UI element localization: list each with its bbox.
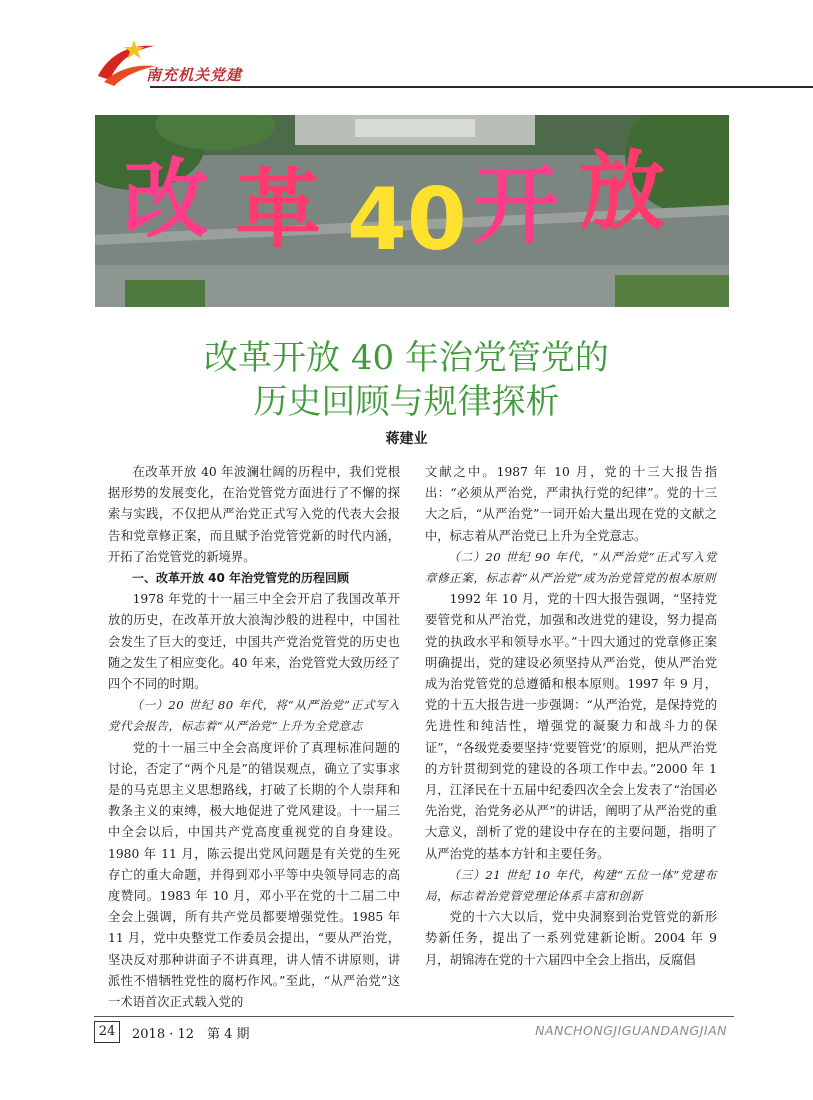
cover-photo bbox=[95, 115, 729, 307]
section-heading: 一、改革开放 40 年治党管党的历程回顾 bbox=[132, 571, 350, 586]
footer-rule bbox=[94, 1016, 734, 1017]
subsection-heading: （一）20 世纪 80 年代，将“从严治党”正式写入党代会报告，标志着“从严治党”上升为全党意志 bbox=[108, 698, 400, 734]
body-paragraph: 1978 年党的十一届三中全会开启了我国改革开放的历史，在改革开放大浪淘沙般的进程中，中国社会发生了巨大的变迁，中国共产党治党管党的历史也随之发生了相应变化。40 年来，治党管党大致历经了四个不同的时期。 bbox=[108, 592, 400, 692]
right-column bbox=[425, 462, 717, 971]
banner-char: 革 bbox=[235, 160, 321, 260]
title-line-2: 历史回顾与规律探析 bbox=[253, 382, 560, 422]
body-paragraph: 文献之中。1987 年 10 月，党的十三大报告指出：“必须从严治党，严肃执行党的纪律”。党的十三大之后，“从严治党”一词开始大量出现在党的文献之中，标志着从严治党已上升为全党意志。 bbox=[425, 465, 717, 543]
footer-brand: NANCHONGJIGUANDANGJIAN bbox=[535, 1023, 727, 1038]
title-line-1: 改革开放 40 年治党管党的 bbox=[204, 338, 609, 378]
banner-char: 改 bbox=[123, 150, 209, 250]
author-name: 蒋建业 bbox=[385, 431, 428, 447]
body-paragraph: 1992 年 10 月，党的十四大报告强调，“坚持党要管党和从严治党，加强和改进党的建设，努力提高党的执政水平和领导水平。”十四大通过的党章修正案明确提出，党的建设必须坚持从严治党，使从严治党成为治党管党的总遵循和根本原则。1997 年 9 月，党的十五大报告进一步强调：“从严治党，是保持党的先进性和纯洁性，增强党的凝聚力和战斗力的保证”，“各级党委要坚持‘党要管党’的原则，把从严治党的方针贯彻到党的建设的各项工作中去。”2000 年 1 月，江泽民在十五届中纪委四次全会上发表了“治国必先治党，治党务必从严”的讲话，阐明了从严治党的重大意义，剖析了党的建设中存在的主要问题，指明了从严治党的基本方针和主要任务。 bbox=[425, 592, 717, 861]
journal-brand: 南充机关党建 bbox=[146, 66, 243, 84]
banner-char: 放 bbox=[579, 142, 665, 242]
subsection-heading: （二）20 世纪 90 年代，“从严治党”正式写入党章修正案，标志着“从严治党”成为治党管党的根本原则 bbox=[425, 549, 717, 586]
body-paragraph: 党的十一届三中全会高度评价了真理标准问题的讨论，否定了“两个凡是”的错误观点，确立了实事求是的马克思主义思想路线，打破了长期的个人崇拜和教条主义的束缚，极大地促进了党风建设。十一届三中全会以后，中国共产党高度重视党的自身建设。1980 年 11 月，陈云提出党风问题是有关党的生死存亡的重大命题，并得到邓小平等中央领导同志的高度赞同。1983 年 10 月，邓小平在党的十二届二中全会上强调，所有共产党员都要增强党性。1985 年 11 月，党中央整党工作委员会提出，“要从严治党，坚决反对那种讲面子不讲真理，讲人情不讲原则，讲派性不惜牺牲党性的腐朽作风。”至此，“从严治党”这一术语首次正式载入党的 bbox=[108, 740, 400, 1010]
issue-info: 2018 · 12 第 4 期 bbox=[132, 1027, 250, 1042]
page-number: 24 bbox=[94, 1021, 120, 1043]
left-column bbox=[108, 462, 400, 1013]
header-rule bbox=[150, 86, 813, 88]
article-title bbox=[0, 336, 813, 424]
subsection-heading: （三）21 世纪 10 年代，构建“五位一体”党建布局，标志着治党管党理论体系丰富和创新 bbox=[425, 867, 717, 904]
intro-paragraph: 在改革开放 40 年波澜壮阔的历程中，我们党根据形势的发展变化，在治党管党方面进行了不懈的探索与实践，不仅把从严治党正式写入党的代表大会报告和党章修正案，而且赋予治党管党新的时代内涵，开拓了治党管党的新境界。 bbox=[108, 465, 400, 564]
banner-char: 开 bbox=[473, 156, 559, 256]
body-paragraph: 党的十六大以后，党中央洞察到治党管党的新形势新任务，提出了一系列党建新论断。2004 年 9 月，胡锦涛在党的十六届四中全会上指出，反腐倡 bbox=[425, 910, 717, 967]
banner-number: 40 bbox=[347, 170, 467, 270]
